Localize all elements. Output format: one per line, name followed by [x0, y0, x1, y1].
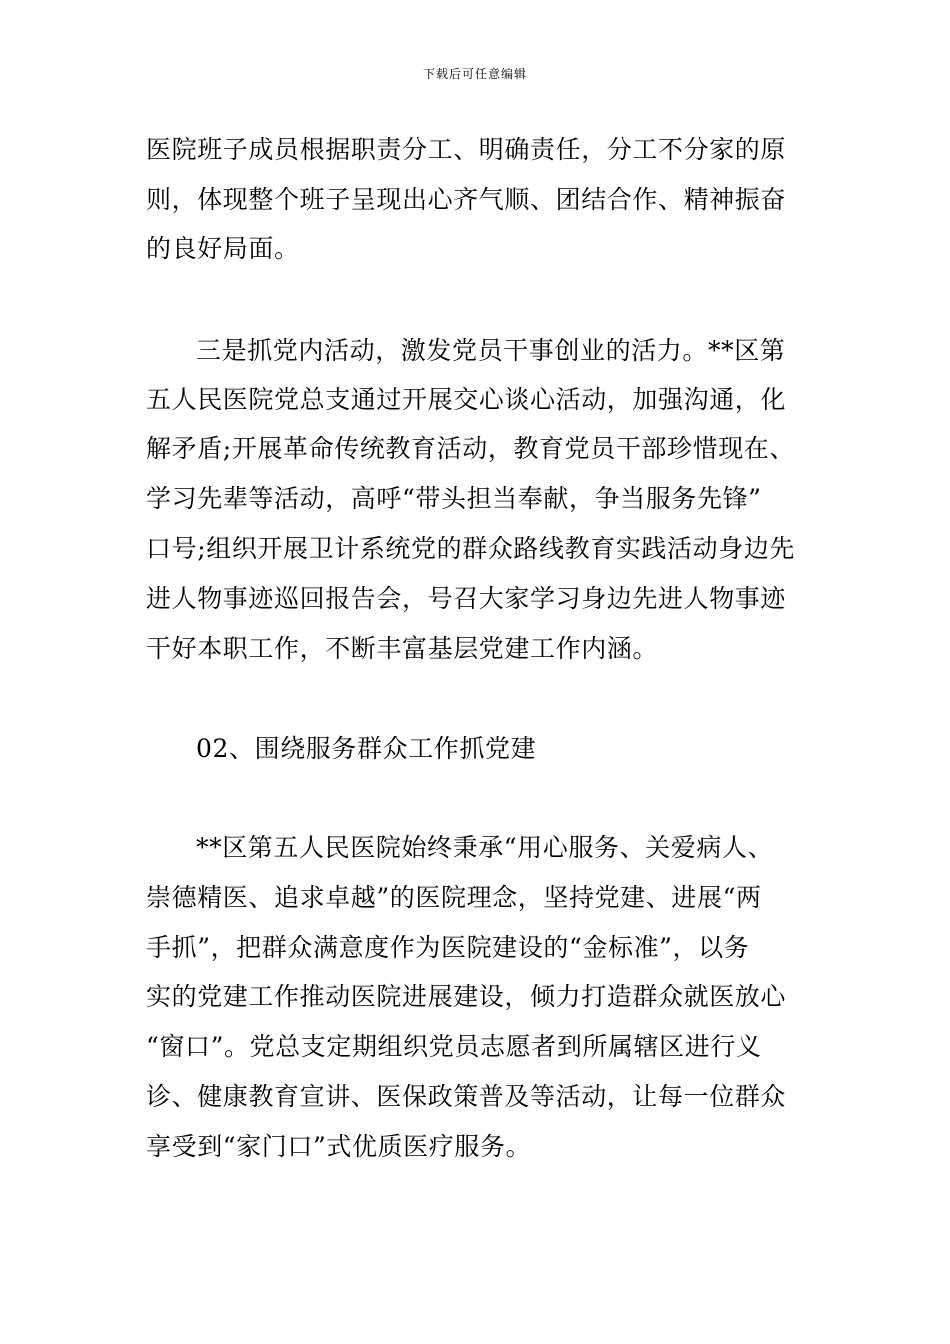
page-header-note: 下载后可任意编辑: [422, 67, 527, 81]
text-line: 干好本职工作，不断丰富基层党建工作内涵。: [146, 634, 659, 663]
text-line: 学习先辈等活动，高呼“带头担当奉献，争当服务先锋”: [146, 484, 762, 513]
text-line: 手抓”，把群众满意度作为医院建设的“金标准”，以务: [146, 933, 750, 962]
text-line: 解矛盾;开展革命传统教育活动，教育党员干部珍惜现在、: [146, 434, 796, 463]
text-line: **区第五人民医院始终秉承“用心服务、关爱病人、: [196, 833, 774, 862]
section-heading-text: 02、围绕服务群众工作抓党建: [196, 734, 537, 763]
text-line: 三是抓党内活动，激发党员干事创业的活力。**区第: [196, 336, 786, 365]
text-line: 则，体现整个班子呈现出心齐气顺、团结合作、精神振奋: [146, 185, 787, 214]
text-line: 诊、健康教育宣讲、医保政策普及等活动，让每一位群众: [146, 1082, 787, 1111]
text-line: 的良好局面。: [146, 234, 300, 263]
text-line: 崇德精医、追求卓越”的医院理念，坚持党建、进展“两: [146, 883, 762, 912]
text-line: 五人民医院党总支通过开展交心谈心活动，加强沟通，化: [146, 385, 787, 414]
text-line: 实的党建工作推动医院进展建设，倾力打造群众就医放心: [146, 982, 787, 1011]
text-line: 进人物事迹巡回报告会，号召大家学习身边先进人物事迹: [146, 584, 787, 613]
text-line: 医院班子成员根据职责分工、明确责任，分工不分家的原: [146, 135, 787, 164]
text-line: “窗口”。党总支定期组织党员志愿者到所属辖区进行义: [146, 1032, 762, 1061]
text-line: 口号;组织开展卫计系统党的群众路线教育实践活动身边先: [146, 534, 796, 563]
text-line: 享受到“家门口”式优质医疗服务。: [146, 1132, 532, 1161]
